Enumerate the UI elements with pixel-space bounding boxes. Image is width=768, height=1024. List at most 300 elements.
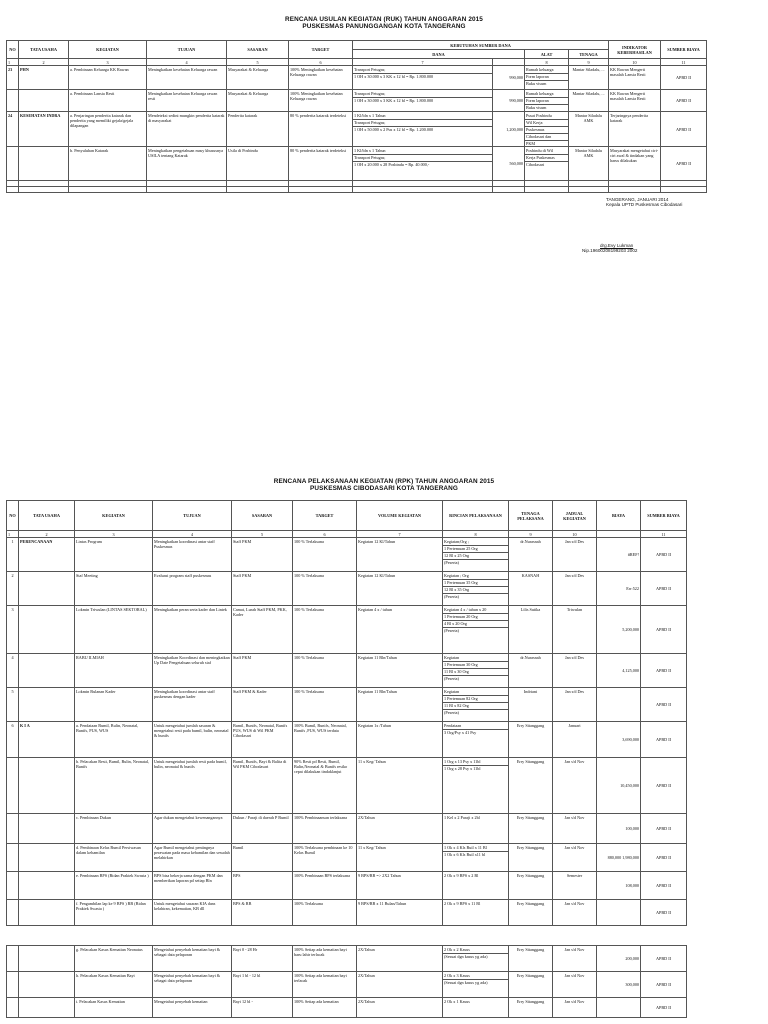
rpk-row-target: 90% Resti pd Resti, Bumil, Bulin,Neonatal & Bunifs resiko cepat dilakukan tindaklanjut bbox=[293, 758, 357, 814]
rpk-row-rincian-line: 11 Bl x 30 Org bbox=[443, 668, 508, 674]
rpk-row-biaya: 108,000 bbox=[597, 872, 641, 900]
rpk-row-rincian-line: 2 Ok x 9 BPS x 2 Bl bbox=[444, 872, 479, 878]
ruk-column-number bbox=[493, 59, 525, 66]
rpk-row-sasaran: Bayi 0 - 28 Hr bbox=[232, 946, 293, 972]
rpk-header-tujuan: TUJUAN bbox=[153, 501, 232, 531]
ruk-empty-cell bbox=[69, 187, 147, 193]
rpk-row-volume: Kegiatan 1x /Tahun bbox=[357, 722, 443, 758]
rpk-table-row bbox=[7, 900, 687, 926]
ruk-row-dana-line: Transport Petugas; bbox=[353, 154, 492, 160]
ruk-header-kegiatan: KEGIATAN bbox=[69, 41, 147, 59]
ruk-row-dana-line: 1 OH x 50.000 x 2 Pus x 12 bl = Rp. 1.200.000 bbox=[353, 126, 492, 132]
rpk-row-sumber: APBD II bbox=[641, 538, 687, 572]
rpk-row-rincian-line: (Sesuai dgn kasus yg ada) bbox=[443, 979, 508, 985]
rpk-row-no bbox=[7, 998, 19, 1018]
ruk-row-dana-amount: 990,000 bbox=[493, 66, 525, 90]
ruk-header-target: TARGET bbox=[289, 41, 353, 59]
rpk-header-tata-usaha: TATA USAHA bbox=[19, 501, 75, 531]
rpk-row-tata-usaha bbox=[19, 872, 75, 900]
rpk-row-tata-usaha bbox=[19, 946, 75, 972]
rpk-row-kegiatan: b. Pelacakan Resti, Bumil, Bulin, Neonatal, Bunifs bbox=[75, 758, 153, 814]
ruk-row-alat-line: Rumah keluarga bbox=[526, 66, 554, 72]
ruk-header-tata-usaha: TATA USAHA bbox=[19, 41, 69, 59]
rpk-row-rincian-line: 4 Bl x 20 Org bbox=[443, 620, 508, 626]
ruk-column-number: 1 bbox=[7, 59, 19, 66]
rpk-column-number: 4 bbox=[153, 531, 232, 538]
rpk-row-tata-usaha bbox=[19, 572, 75, 606]
ruk-row-alat bbox=[525, 66, 569, 90]
ruk-row-kegiatan: b. Penyuluhan Katarak bbox=[69, 147, 147, 181]
rpk-row-no: 1 bbox=[7, 538, 19, 572]
rpk-row-rincian bbox=[443, 844, 509, 872]
ruk-row-indikator: KK Rawan Mengerti masalah Lansia Resti bbox=[609, 90, 661, 112]
rpk-row-target: 100 % Terlaksana bbox=[293, 688, 357, 722]
rpk-row-tujuan: Mengetahui penyebab kematian bayi & sebagai data pelaporan bbox=[153, 972, 232, 998]
rpk-row-rincian-line: 2 Ok x 2 Kasus bbox=[444, 946, 470, 952]
rpk-row-sumber: APBD II bbox=[641, 844, 687, 872]
rpk-row-no bbox=[7, 900, 19, 926]
ruk-row-dana-line: Transport Petugas; bbox=[353, 119, 492, 125]
rpk-header-tenaga: TENAGA PELAKSANA bbox=[509, 501, 553, 531]
rpk-row-sasaran: Bayi 1 bl - 12 bl bbox=[232, 972, 293, 998]
signature-block bbox=[606, 197, 682, 208]
ruk-row-alat-line: Form laporan bbox=[525, 97, 568, 103]
rpk-row-rincian-line: (Peserta) bbox=[443, 627, 508, 633]
rpk-row-kegiatan: e. Pembinaan BPS (Bidan Praktek Swasta ) bbox=[75, 872, 153, 900]
rpk-table-row bbox=[7, 688, 687, 722]
ruk-row-dana-line: 1 OH x 30.000 x 3 KK x 12 bl = Rp. 1.800.000 bbox=[353, 97, 492, 103]
rpk-row-rincian-line: (Peserta) bbox=[443, 675, 508, 681]
ruk-row-dana bbox=[353, 90, 493, 112]
ruk-column-number: 6 bbox=[289, 59, 353, 66]
rpk-row-sasaran: Staff PKM bbox=[232, 572, 293, 606]
ruk-header-sasaran: SASARAN bbox=[227, 41, 289, 59]
ruk-empty-cell bbox=[493, 187, 525, 193]
rpk-header-jadual: JADUAL KEGIATAN bbox=[553, 501, 597, 531]
rpk-row-no: 3 bbox=[7, 606, 19, 654]
rpk-row-no: 6 bbox=[7, 722, 19, 758]
rpk-row-jadual: Semester bbox=[553, 872, 597, 900]
rpk-column-number: 2 bbox=[19, 531, 75, 538]
rpk-row-sasaran: BPS & RB bbox=[232, 900, 293, 926]
rpk-row-sumber: APBD II bbox=[641, 654, 687, 688]
rpk-row-target: 100% Terlaksana pembinaan ke 10 Kelas Bumil bbox=[293, 844, 357, 872]
rpk-row-rincian-line: 1 Ok x 6 Kls Buil x11 bl bbox=[443, 851, 508, 857]
rpk-row-tenaga: KASNAH bbox=[509, 572, 553, 606]
rpk-row-target: 100% Setiap ada kematian bayi baru lahir terlacak bbox=[293, 946, 357, 972]
rpk-row-biaya: #REF! bbox=[597, 538, 641, 572]
rpk-row-kegiatan: Lokmin Bulanan Kader bbox=[75, 688, 153, 722]
ruk-column-number: 2 bbox=[19, 59, 69, 66]
ruk-row-alat-line: Puskesmas bbox=[525, 126, 568, 132]
rpk-row-rincian-line: 2 Ok x 1 Kasus bbox=[444, 998, 470, 1004]
rpk-row-rincian-line: 2 Ok x 9 BPS x 11 Bl bbox=[444, 900, 481, 906]
rpk-header-target: TARGET bbox=[293, 501, 357, 531]
ruk-row-sumber: APBD II bbox=[661, 112, 707, 147]
ruk-row-dana-line: 1 Kl/bln x 1 Tahun bbox=[354, 112, 386, 118]
rpk-row-kegiatan: Staf Meeting bbox=[75, 572, 153, 606]
rpk-row-kegiatan: d. Pembinaan Kelas Bumil Persiwasan dalam kehamilan bbox=[75, 844, 153, 872]
rpk-row-tenaga: Erry Sitanggang bbox=[509, 946, 553, 972]
rpk-row-no: 2 bbox=[7, 572, 19, 606]
rpk-row-volume: Kegiatan 12 Kl/Tahun bbox=[357, 538, 443, 572]
ruk-row-dana-amount: 1,200,000 bbox=[493, 112, 525, 147]
rpk-row-no bbox=[7, 844, 19, 872]
ruk-row-indikator: Masyarakat mengetahui ciri-ciri awal & tindakan yang harus dilakukan bbox=[609, 147, 661, 181]
rpk-row-sasaran: Bumil, Bunifs, Neonatal, Bunifs PUS, WUS di Wil PKM Cibodasari bbox=[232, 722, 293, 758]
ruk-row-dana bbox=[353, 147, 493, 181]
ruk-header-no: NO bbox=[7, 41, 19, 59]
rpk-row-target: 100% Bumil, Bunifs, Neonatal, Bunifs ,PUS, WUS terdata bbox=[293, 722, 357, 758]
ruk-row-indikator: KK Rawan Mengerti masalah Lansia Resti bbox=[609, 66, 661, 90]
rpk-row-rincian-line: 1 Ok x 4 Kls Buil x 11 Bl bbox=[444, 844, 487, 850]
ruk-row-dana bbox=[353, 66, 493, 90]
ruk-title: RENCANA USULAN KEGIATAN (RUK) TAHUN ANGGARAN 2015 bbox=[285, 16, 483, 23]
rpk-row-target: 100 % Terlaksana bbox=[293, 538, 357, 572]
rpk-row-volume: 11 x Keg/ Tahun bbox=[357, 758, 443, 814]
rpk-row-target: 100 % Terlaksana bbox=[293, 654, 357, 688]
rpk-row-jadual: Jan s/d Des bbox=[553, 654, 597, 688]
rpk-row-rincian-line: Kegiatan 4 x / tahun x 20 bbox=[444, 606, 487, 612]
ruk-row-dana-amount: 560,000 bbox=[493, 147, 525, 181]
signature-position: Kepala UPTD Puskesmas Cibodasari bbox=[606, 202, 683, 208]
rpk-row-biaya: 200,000 bbox=[597, 946, 641, 972]
ruk-row-dana bbox=[353, 112, 493, 147]
rpk-row-tata-usaha: K I A bbox=[19, 722, 75, 758]
rpk-row-rincian bbox=[443, 654, 509, 688]
rpk-row-rincian bbox=[443, 946, 509, 972]
ruk-column-number: 8 bbox=[525, 59, 569, 66]
rpk-row-jadual: Jan s/d Des bbox=[553, 538, 597, 572]
rpk-table-row bbox=[7, 572, 687, 606]
rpk-row-tujuan: Mengetahui penyebab kematian bayi & sebagai data pelaporan bbox=[153, 946, 232, 972]
rpk-row-tenaga: Erry Sitanggang bbox=[509, 758, 553, 814]
ruk-row-tenaga: Mantar Siladalu, ... bbox=[569, 66, 609, 90]
rpk-row-tenaga: Erry Sitanggang bbox=[509, 844, 553, 872]
rpk-row-tenaga: Indriani bbox=[509, 688, 553, 722]
rpk-row-kegiatan: RABU ILMIAH bbox=[75, 654, 153, 688]
rpk-row-sumber: APBD II bbox=[641, 998, 687, 1018]
rpk-row-kegiatan: g. Pelacakan Kasus Kematian Neonatus bbox=[75, 946, 153, 972]
rpk-header-biaya: BIAYA bbox=[597, 501, 641, 531]
rpk-row-tenaga: dr.Nurasnah bbox=[509, 654, 553, 688]
rpk-row-sasaran: Bumil, Bunifs, Bayi & Balita di Wil PKM Cibodasari bbox=[232, 758, 293, 814]
rpk-row-jadual: Januari bbox=[553, 722, 597, 758]
rpk-table-row bbox=[7, 872, 687, 900]
rpk-row-no bbox=[7, 814, 19, 844]
ruk-column-number: 4 bbox=[147, 59, 227, 66]
rpk-row-jadual: Triwulan bbox=[553, 606, 597, 654]
rpk-row-rincian-line: 1 Pertemuan 30 Org bbox=[443, 661, 508, 667]
ruk-header-sumber: SUMBER BIAYA bbox=[661, 41, 707, 59]
rpk-row-rincian-line: 1 Org x 13 Psy x 11bl bbox=[444, 758, 481, 764]
rpk-row-tenaga: dr.Nurasnah bbox=[509, 538, 553, 572]
rpk-row-rincian-line: 1 Pertemuan 35 Org bbox=[443, 579, 508, 585]
rpk-row-rincian-line: 1 Kel x 2 Paraji x 2bl bbox=[444, 814, 480, 820]
ruk-row-target: 100% Meningkatkan kesehatan Keluarga rawan bbox=[289, 66, 353, 90]
rpk-row-rincian-line: 1 Pertemuan 25 Org bbox=[443, 545, 508, 551]
ruk-row-tata-usaha: KESEHATAN INDRA bbox=[19, 112, 69, 147]
rpk-row-no bbox=[7, 758, 19, 814]
rpk-row-rincian-line: 2 Ok x 3 Kasus bbox=[444, 972, 470, 978]
rpk-row-tata-usaha bbox=[19, 844, 75, 872]
ruk-row-alat-line: Kerja Puskesmas bbox=[525, 154, 568, 160]
rpk-row-target: 100% Setiap ada kematian bbox=[293, 998, 357, 1018]
rpk-row-rincian-line: 1 Org x 28 Psy x 11bl bbox=[443, 765, 508, 771]
ruk-header-tujuan: TUJUAN bbox=[147, 41, 227, 59]
rpk-row-tata-usaha bbox=[19, 688, 75, 722]
rpk-row-tenaga: Erry Sitanggang bbox=[509, 814, 553, 844]
ruk-empty-row bbox=[7, 187, 707, 193]
rpk-row-target: 100% Setiap ada kematian bayi terlacak bbox=[293, 972, 357, 998]
rpk-row-rincian-line: 1 Pertemuan 82 Org bbox=[443, 695, 508, 701]
rpk-row-jadual: Jan s/d Nov bbox=[553, 900, 597, 926]
rpk-row-tujuan: Untuk mengetahui sasaran KIA dans kelahiran, kekematian, KB dll bbox=[153, 900, 232, 926]
ruk-row-tenaga: Mantar Siladalu, ... bbox=[569, 90, 609, 112]
rpk-row-sumber: APBD II bbox=[641, 900, 687, 926]
rpk-row-sumber: APBD II bbox=[641, 722, 687, 758]
ruk-column-number: 10 bbox=[609, 59, 661, 66]
rpk-row-sumber: APBD II bbox=[641, 872, 687, 900]
ruk-table bbox=[6, 40, 707, 193]
ruk-row-alat-line: Buku visum bbox=[525, 104, 568, 110]
ruk-header-alat: ALAT bbox=[525, 50, 569, 59]
rpk-row-no: 5 bbox=[7, 688, 19, 722]
rpk-row-sumber: APBD II bbox=[641, 814, 687, 844]
ruk-row-kegiatan: a. Pembinaan Keluarga KK Rawan bbox=[69, 66, 147, 90]
ruk-empty-cell bbox=[661, 187, 707, 193]
rpk-header-kegiatan: KEGIATAN bbox=[75, 501, 153, 531]
rpk-row-tenaga: Erry Sitanggang bbox=[509, 972, 553, 998]
rpk-subtitle: PUSKESMAS CIBODASARI KOTA TANGERANG bbox=[310, 485, 458, 492]
rpk-row-rincian bbox=[443, 606, 509, 654]
rpk-table-row bbox=[7, 538, 687, 572]
signature-name: drg.Evy Lukman bbox=[600, 243, 634, 248]
rpk-row-rincian bbox=[443, 722, 509, 758]
rpk-column-number-row bbox=[7, 531, 687, 538]
rpk-column-number: 6 bbox=[293, 531, 357, 538]
rpk-row-biaya: 3,690,000 bbox=[597, 722, 641, 758]
rpk-row-tata-usaha bbox=[19, 758, 75, 814]
ruk-row-tujuan: Meningkatkan kesehatan Keluarga rawan resti bbox=[147, 90, 227, 112]
ruk-row-tenaga: Mantar Siladalu AMK bbox=[569, 112, 609, 147]
rpk-row-biaya: 100,000 bbox=[597, 814, 641, 844]
rpk-row-volume: Kegiatan 11 Bln/Tahun bbox=[357, 688, 443, 722]
ruk-row-tujuan: Meningkatkan kesehatan Keluarga rawan bbox=[147, 66, 227, 90]
ruk-empty-cell bbox=[609, 187, 661, 193]
ruk-table-row bbox=[7, 112, 707, 147]
rpk-row-tujuan: Agar dukun mengetahui kewenangannya bbox=[153, 814, 232, 844]
ruk-row-alat bbox=[525, 112, 569, 147]
rpk-row-rincian bbox=[443, 872, 509, 900]
ruk-header-dana: DANA bbox=[353, 50, 525, 59]
ruk-row-alat bbox=[525, 90, 569, 112]
rpk-row-tujuan: Meningkatkan koordinasi antar staff puskesmas dengan kader bbox=[153, 688, 232, 722]
rpk-table-row bbox=[7, 722, 687, 758]
rpk-row-rincian-line: 3 Org/Psy x 41 Psy bbox=[443, 729, 508, 735]
rpk-row-volume: 2X/Tahun bbox=[357, 814, 443, 844]
rpk-row-volume: Kegiatan 12 Kl/Tahun bbox=[357, 572, 443, 606]
rpk-row-tata-usaha bbox=[19, 900, 75, 926]
rpk-row-kegiatan: a. Pendataan Bumil, Bulin, Neonatal, Bunifs, PUS, WUS bbox=[75, 722, 153, 758]
rpk-row-biaya: 4,125,000 bbox=[597, 654, 641, 688]
rpk-row-rincian bbox=[443, 900, 509, 926]
rpk-row-tujuan: Agar Bumil mengetahui pentingnya perawatan pada masa kehamilan dan sesudah melahirkan bbox=[153, 844, 232, 872]
rpk-row-tujuan: Evaluasi program staff puskesmas bbox=[153, 572, 232, 606]
rpk-row-rincian-line: Kegiatan bbox=[444, 688, 460, 694]
ruk-row-alat-line: PKM bbox=[525, 140, 568, 146]
rpk-row-sumber: APBD II bbox=[641, 606, 687, 654]
ruk-row-indikator: Terjaringnya penderita katarak bbox=[609, 112, 661, 147]
rpk-row-sasaran: Staff PKM bbox=[232, 538, 293, 572]
ruk-table-row bbox=[7, 147, 707, 181]
rpk-row-rincian-line: 11 Bl x 82 Org bbox=[443, 702, 508, 708]
rpk-table-row bbox=[7, 606, 687, 654]
rpk-row-jadual: Jan s/d Des bbox=[553, 688, 597, 722]
ruk-column-number: 9 bbox=[569, 59, 609, 66]
rpk-row-tujuan: Untuk mengetahui jumlah resti pada bumil, bulin, neonatal & bunifs bbox=[153, 758, 232, 814]
ruk-row-tata-usaha: PHN bbox=[19, 66, 69, 90]
rpk-column-number: 8 bbox=[443, 531, 509, 538]
rpk-row-volume: 2X/Tahun bbox=[357, 946, 443, 972]
rpk-row-sasaran: Bayi 12 bl - bbox=[232, 998, 293, 1018]
rpk-row-rincian-line: (Peserta) bbox=[443, 559, 508, 565]
rpk-row-target: 100% Pembinaan BPS terlaksana bbox=[293, 872, 357, 900]
rpk-column-number: 9 bbox=[509, 531, 553, 538]
rpk-row-sasaran: Dukun / Paraji di daerah P Bumil bbox=[232, 814, 293, 844]
rpk-header-no: NO bbox=[7, 501, 19, 531]
rpk-row-tujuan: Mengetahui penyebab kematian bbox=[153, 998, 232, 1018]
ruk-row-kegiatan: a. Pembinaan Lansia Resti bbox=[69, 90, 147, 112]
rpk-row-sasaran: Staff PKM bbox=[232, 654, 293, 688]
rpk-row-tata-usaha bbox=[19, 654, 75, 688]
rpk-row-kegiatan: i. Pelacakan Kasus Kematian bbox=[75, 998, 153, 1018]
rpk-row-target: 100% Pembinaansan terlaksana bbox=[293, 814, 357, 844]
ruk-row-alat-line: Posbindu di Wil bbox=[526, 147, 553, 153]
rpk-column-number: 7 bbox=[357, 531, 443, 538]
rpk-row-kegiatan: f. Pengambilan lap ke 9 BPS ) RB (Bidan Praktek Swasta ) bbox=[75, 900, 153, 926]
rpk-row-biaya: 300,000 bbox=[597, 972, 641, 998]
ruk-empty-cell bbox=[353, 187, 493, 193]
ruk-header-kebutuhan: KEBUTUHAN SUMBER DANA bbox=[353, 41, 609, 50]
rpk-row-biaya bbox=[597, 998, 641, 1018]
rpk-row-tenaga: Erry Sitanggang bbox=[509, 872, 553, 900]
rpk-row-biaya: Err:522 bbox=[597, 572, 641, 606]
ruk-row-target: 80 % penderita katarak terdeteksi bbox=[289, 112, 353, 147]
ruk-header-tenaga: TENAGA bbox=[569, 50, 609, 59]
rpk-header-volume: VOLUME KEGIATAN bbox=[357, 501, 443, 531]
rpk-row-rincian-line: 12 Bl x 25 Org bbox=[443, 552, 508, 558]
rpk-column-number: 5 bbox=[232, 531, 293, 538]
ruk-empty-cell bbox=[289, 187, 353, 193]
ruk-row-dana-line: Transport Petugas; bbox=[354, 90, 386, 96]
signature-name-block bbox=[582, 243, 637, 254]
ruk-empty-cell bbox=[227, 187, 289, 193]
rpk-table bbox=[6, 500, 687, 926]
rpk-row-sumber: APBD II bbox=[641, 572, 687, 606]
rpk-row-volume: Kegiatan 11 Bln/Tahun bbox=[357, 654, 443, 688]
rpk-row-target: 100 % Terlaksana bbox=[293, 572, 357, 606]
rpk-row-tata-usaha: PERENCANAAN bbox=[19, 538, 75, 572]
rpk-row-tata-usaha bbox=[19, 998, 75, 1018]
ruk-empty-cell bbox=[7, 187, 19, 193]
rpk-row-tenaga: Erry Sitanggang bbox=[509, 722, 553, 758]
ruk-row-sumber: APBD II bbox=[661, 90, 707, 112]
ruk-row-sasaran: Masyarakat & Keluarga bbox=[227, 66, 289, 90]
rpk-row-jadual: Jan s/d Nov bbox=[553, 814, 597, 844]
rpk-row-rincian-line: (Sesuai dgn kasus yg ada) bbox=[443, 953, 508, 959]
rpk-row-target: 100% Terlaksana bbox=[293, 900, 357, 926]
rpk-row-tujuan: Untuk mengetahui jumlah sasaran & mengetahui resti pada bumil, bulin, neonatal & bunifs bbox=[153, 722, 232, 758]
ruk-column-number-row bbox=[7, 59, 707, 66]
rpk-table-row bbox=[7, 946, 687, 972]
rpk-table-row bbox=[7, 998, 687, 1018]
rpk-row-jadual: Jan s/d Nov bbox=[553, 998, 597, 1018]
rpk-row-tenaga: Erry Sitanggang bbox=[509, 900, 553, 926]
rpk-column-number bbox=[597, 531, 641, 538]
ruk-row-tujuan: Meningkatkan pengetahuan masy khususnya USILA tentang Katarak bbox=[147, 147, 227, 181]
ruk-row-alat-line: Rumah keluarga bbox=[526, 90, 554, 96]
rpk-row-sasaran: BPS bbox=[232, 872, 293, 900]
rpk-row-tata-usaha bbox=[19, 814, 75, 844]
rpk-row-tenaga: Erry Sitanggang bbox=[509, 998, 553, 1018]
rpk-row-volume: 9 BPS/RB => 2X2 Tahun bbox=[357, 872, 443, 900]
rpk-row-no bbox=[7, 972, 19, 998]
rpk-row-sasaran: Camat, Lurah Staff PKM, PKK, Kader bbox=[232, 606, 293, 654]
ruk-row-dana-line: 1 Kl/bln x 1 Tahun bbox=[354, 147, 386, 153]
rpk-row-tujuan: BPS bisa bekerja sama dengan PKM dan memberikan laporan pd setiap Bln bbox=[153, 872, 232, 900]
ruk-row-alat-line: Wil Kerja bbox=[525, 119, 568, 125]
rpk-row-tujuan: Meningkatkan koordinasi antar staff Puskesmas bbox=[153, 538, 232, 572]
rpk-row-rincian bbox=[443, 814, 509, 844]
ruk-row-no: 24 bbox=[7, 112, 19, 147]
rpk-row-kegiatan: c. Pembinaan Dukun bbox=[75, 814, 153, 844]
rpk-table-row bbox=[7, 972, 687, 998]
ruk-row-sasaran: Masyarakat & Keluarga bbox=[227, 90, 289, 112]
rpk-row-jadual: Jan s/d Nov bbox=[553, 844, 597, 872]
rpk-row-rincian bbox=[443, 758, 509, 814]
rpk-row-volume: 2X/Tahun bbox=[357, 972, 443, 998]
ruk-empty-cell bbox=[147, 187, 227, 193]
ruk-table-row bbox=[7, 66, 707, 90]
rpk-table-row bbox=[7, 758, 687, 814]
ruk-empty-cell bbox=[19, 187, 69, 193]
ruk-row-dana-line: Transport Petugas; bbox=[354, 66, 386, 72]
rpk-row-tata-usaha bbox=[19, 972, 75, 998]
ruk-table-row bbox=[7, 90, 707, 112]
rpk-row-tujuan: Meningkatkan Koordinasi dan meningkatkan Up Date Pengetahuan seluruh staf bbox=[153, 654, 232, 688]
signature-nip: Nip.19600208199203 2002 bbox=[582, 248, 638, 254]
ruk-row-alat-line: Pusat Posbindu bbox=[526, 112, 552, 118]
rpk-row-rincian bbox=[443, 998, 509, 1018]
rpk-row-no bbox=[7, 872, 19, 900]
ruk-row-sumber: APBD II bbox=[661, 66, 707, 90]
rpk-table-row bbox=[7, 814, 687, 844]
rpk-row-volume: 9 BPS/RB x 11 Bulan/Tahun bbox=[357, 900, 443, 926]
ruk-column-number: 5 bbox=[227, 59, 289, 66]
ruk-row-alat-line: Cibodasari bbox=[525, 161, 568, 167]
ruk-row-tenaga: Mantar Siladalu AMK bbox=[569, 147, 609, 181]
rpk-row-tujuan: Meningkatkan peran serta kader dan Lintek bbox=[153, 606, 232, 654]
rpk-row-target: 100 % Terlaksana bbox=[293, 606, 357, 654]
ruk-row-alat bbox=[525, 147, 569, 181]
rpk-row-rincian-line: (Peserta) bbox=[443, 593, 508, 599]
rpk-row-kegiatan: Lokmin Triwulan (LINTAS SEKTORAL) bbox=[75, 606, 153, 654]
ruk-row-sasaran: Usila di Posbindu bbox=[227, 147, 289, 181]
rpk-row-jadual: Jan s/d Des bbox=[553, 572, 597, 606]
rpk-row-volume: Kegiatan 4 x / tahun bbox=[357, 606, 443, 654]
signature-place-date: TANGERANG, JANUARI 2014 bbox=[606, 197, 669, 202]
